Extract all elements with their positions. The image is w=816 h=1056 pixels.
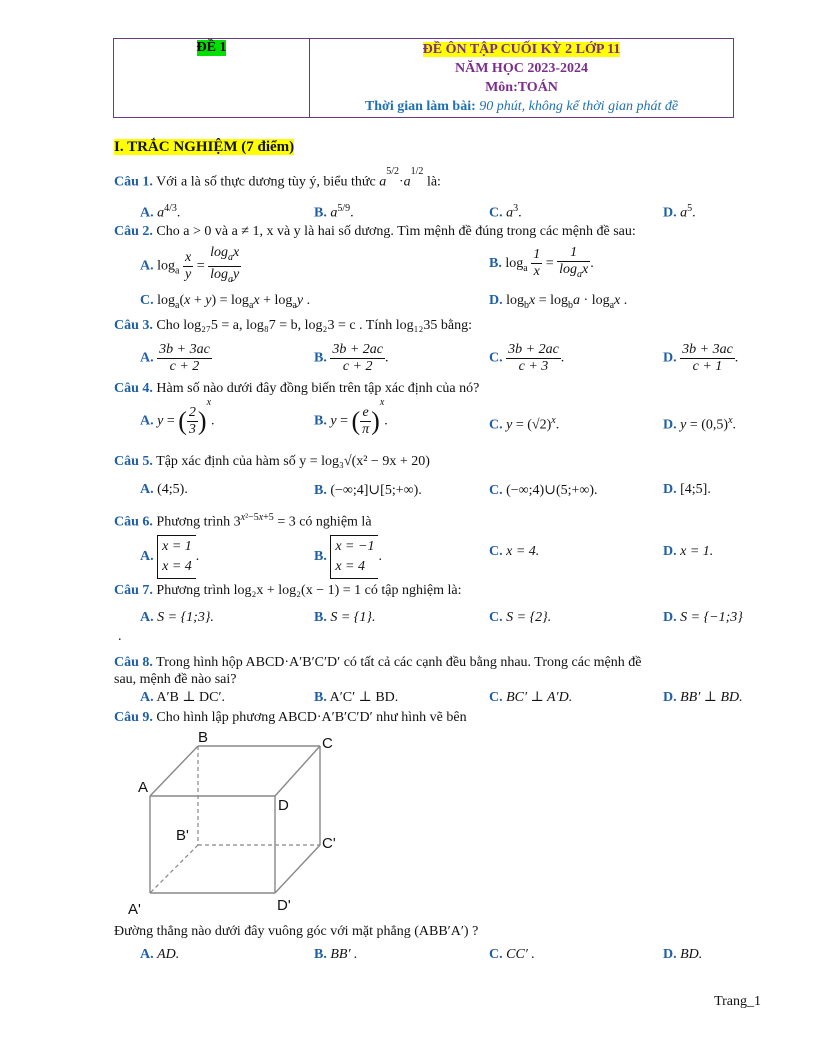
q5-option-c: C. (−∞;4)∪(5;+∞).: [489, 483, 598, 498]
q8-option-c: C. BC′ ⊥ A′D.: [489, 690, 573, 705]
label-d: D: [278, 797, 289, 814]
q4-option-b: B. y = ( $\frac{e}{\pi}$ )$^x$.: [314, 397, 388, 437]
q5-option-b: B. (−∞;4]∪[5;+∞).: [314, 483, 422, 498]
q9-option-d: D. BD.: [663, 947, 703, 962]
q6-option-a: A. x = 1 x = 4.: [140, 535, 199, 579]
q1-option-d: D. $a^5$.: [663, 203, 696, 221]
question-9-prompt: Đường thẳng nào dưới đây vuông góc với mặt phẳng (ABB′A′) ?: [114, 924, 479, 939]
question-2: Câu 2. Cho a > 0 và a ≠ 1, x và y là hai số dương. Tìm mệnh đề đúng trong các mệnh đề sau:: [114, 224, 636, 239]
edge-ab: [150, 746, 198, 796]
exam-time: Thời gian làm bài: 90 phút, không kể thời gian phát đề: [364, 99, 679, 114]
question-8: Câu 8. Trong hình hộp ABCD·A′B′C′D′ có tất cả các cạnh đều bằng nhau. Trong các mệnh đề: [114, 655, 642, 670]
q9-option-c: C. CC′ .: [489, 947, 535, 962]
q9-option-a: A. AD.: [140, 947, 180, 962]
q2-option-b: B. $\log_a$ $\frac{1}{x}$ = $\frac{1}{\log_ax}$ .: [489, 245, 594, 280]
q8-option-b: B. A′C′ ⊥ BD.: [314, 690, 399, 705]
exam-subject: Môn:TOÁN: [485, 80, 558, 95]
q3-option-a: A. $\frac{3b + 3ac}{c + 2}$: [140, 342, 210, 374]
q5-option-a: A. (4;5).: [140, 482, 188, 497]
q2-option-d: D. $\log_bx = \log_ba \cdot \log_ax$ .: [489, 293, 628, 311]
exam-title: ĐỀ ÔN TẬP CUỐI KỲ 2 LỚP 11: [422, 42, 621, 57]
question-7: Câu 7. Phương trình log₂x + log₂(x − 1) = 1 có tập nghiệm là:: [114, 583, 462, 598]
question-5: Câu 5. Tập xác định của hàm số y = log₃√(x² − 9x + 20): [114, 454, 430, 469]
page-number: Trang_1: [714, 994, 761, 1009]
q7-option-d: D. S = {−1;3}: [663, 610, 743, 625]
label-b: B: [198, 729, 209, 746]
q1-option-c: C. $a^3$.: [489, 203, 522, 221]
question-8-line-2: sau, mệnh đề nào sai?: [114, 672, 237, 687]
q1-option-b: B. $a^{5/9}$.: [314, 203, 354, 221]
q4-option-c: C. $y = (√2)^x$.: [489, 415, 560, 433]
q3-option-c: C. $\frac{3b + 2ac}{c + 3}$ .: [489, 342, 565, 374]
q8-option-d: D. BB′ ⊥ BD.: [663, 690, 743, 705]
q7-option-b: B. S = {1}.: [314, 610, 376, 625]
q3-option-b: B. $\frac{3b + 2ac}{c + 2}$ .: [314, 342, 389, 374]
question-3: Câu 3. Cho log₂₇5 = a, log₈7 = b, log₂3 = c . Tính log₁₂35 bằng:: [114, 318, 472, 333]
edge-dc: [275, 746, 320, 796]
q8-option-a: A. A′B ⊥ DC′.: [140, 690, 226, 705]
edge-b1a1-hidden: [150, 845, 198, 893]
q5-option-d: D. [4;5].: [663, 482, 711, 497]
q6-option-c: C. x = 4.: [489, 544, 540, 559]
label-c: C: [322, 735, 333, 752]
q2-option-a: A. $\log_a$ $\frac{x}{y}$ = $\frac{\log_ax}{\log_ay}$: [140, 245, 240, 285]
question-9: Câu 9. Cho hình lập phương ABCD·A′B′C′D′ như hình vẽ bên: [114, 710, 467, 725]
exam-code: ĐỀ 1: [196, 40, 227, 55]
q7-option-c: C. S = {2}.: [489, 610, 552, 625]
header-table: [113, 38, 734, 118]
exam-year: NĂM HỌC 2023-2024: [455, 61, 588, 76]
cube-figure: [120, 728, 340, 918]
question-1: Câu 1. Với a là số thực dương tùy ý, biểu thức $a^{5/2}\cdot a^{1/2}$ là:: [114, 166, 441, 190]
question-6: Câu 6. Phương trình $3^{x^2-5x+5} = 3$ có nghiệm là: [114, 512, 372, 530]
question-4: Câu 4. Hàm số nào dưới đây đồng biến trên tập xác định của nó?: [114, 381, 480, 396]
header-right-cell: [310, 39, 733, 118]
edge-cd: [275, 845, 320, 893]
q7-option-a: A. S = {1;3}.: [140, 610, 214, 625]
label-a: A: [138, 779, 149, 796]
q6-option-b: B. x = −1 x = 4.: [314, 535, 382, 579]
q4-option-a: A. y = ( $\frac{2}{3}$ )$^x$.: [140, 397, 215, 437]
label-d1: D': [277, 897, 291, 914]
label-c1: C': [322, 835, 336, 852]
q6-option-d: D. x = 1.: [663, 544, 714, 559]
q9-option-b: B. BB′ .: [314, 947, 358, 962]
label-a1: A': [128, 901, 141, 918]
header-left-cell: [114, 39, 310, 117]
stray-period: .: [118, 629, 122, 644]
q2-option-c: C. $\log_a(x + y) = \log_ax + \log_ay$ .: [140, 293, 311, 311]
q3-option-d: D. $\frac{3b + 3ac}{c + 1}$ .: [663, 342, 739, 374]
q4-option-d: D. $y = (0,5)^x$.: [663, 415, 737, 433]
label-b1: B': [176, 827, 189, 844]
q1-option-a: A. $a^{4/3}$.: [140, 203, 181, 221]
section-title: I. TRẮC NGHIỆM (7 điểm): [114, 139, 295, 155]
